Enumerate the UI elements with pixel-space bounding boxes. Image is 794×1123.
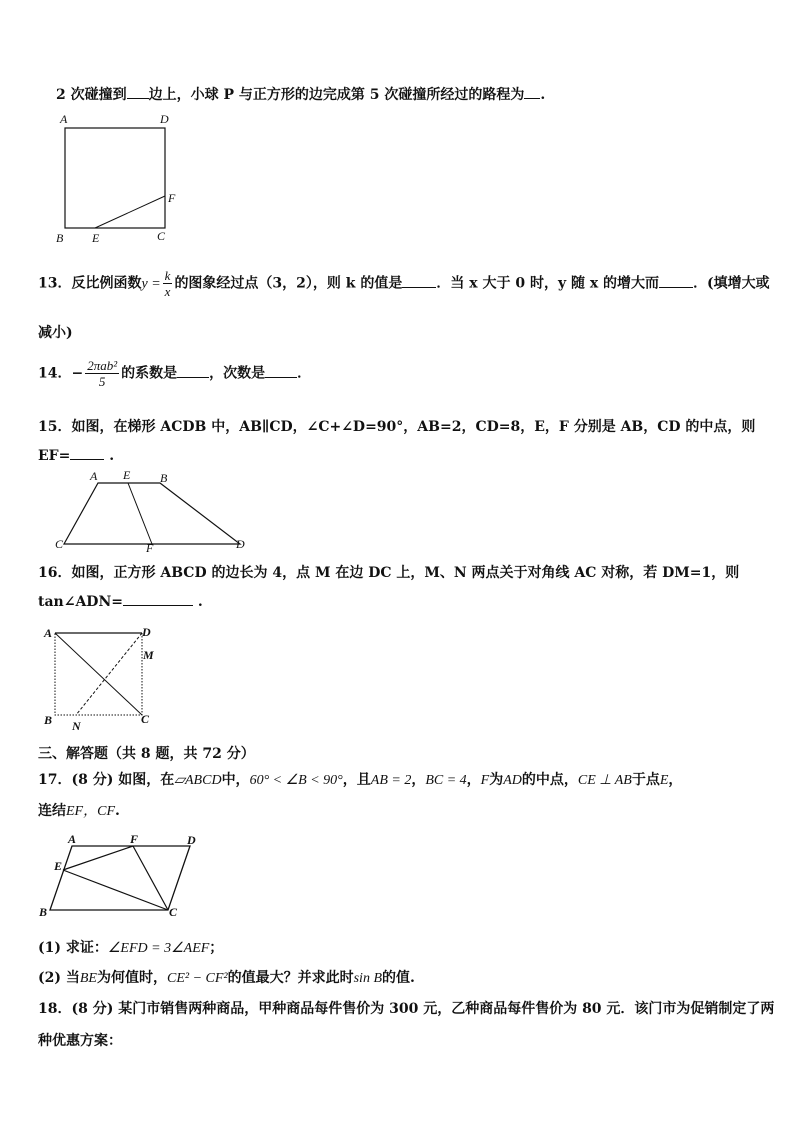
- q17-text-c: ，且: [342, 772, 371, 788]
- q14-blank-1: [177, 365, 209, 378]
- q16-text: [38, 562, 739, 582]
- q17-text-j: .: [115, 803, 120, 819]
- q18-text-b: 种优惠方案：: [38, 1033, 122, 1049]
- label-b: B: [56, 231, 64, 245]
- label-b: B: [44, 713, 53, 727]
- label-n: N: [72, 719, 81, 733]
- label-a: A: [60, 112, 68, 126]
- label-d: D: [160, 112, 169, 126]
- q12-blank-2: [524, 86, 540, 99]
- label-e: E: [54, 859, 63, 873]
- label-b: B: [39, 905, 48, 919]
- q17-part2-c: 的值最大？并求此时: [227, 970, 354, 986]
- q13-text-a: 反比例函数: [71, 275, 142, 292]
- q13-number: 13．: [38, 275, 72, 292]
- q14-number: 14．: [38, 365, 72, 382]
- label-d: D: [187, 833, 196, 847]
- label-c: C: [169, 905, 178, 919]
- q12-text: [56, 84, 545, 104]
- square-abcd: [65, 128, 165, 228]
- q17-f: F: [480, 773, 490, 788]
- q17-part2-sin: sin B: [353, 971, 382, 986]
- segment-dn: [76, 633, 142, 715]
- label-c: C: [141, 712, 150, 726]
- label-e: E: [123, 468, 131, 482]
- parallelogram-abcd: [50, 846, 190, 910]
- q17-part1-b: ∠EFD = 3∠AEF: [107, 941, 210, 956]
- q13-text-cont: [38, 322, 73, 342]
- q17-part2-be: BE: [79, 971, 97, 986]
- q15-text-cont: [38, 447, 114, 464]
- q14-text: [38, 358, 311, 389]
- q16-text-c: .: [197, 594, 203, 610]
- q17-text-d: ，: [466, 772, 481, 788]
- label-f: F: [130, 832, 139, 846]
- q17-parallelogram: ▱ABCD: [174, 773, 222, 788]
- q16-text-cont: [38, 593, 203, 610]
- q17-part2-expr: CE² − CF²: [166, 971, 228, 986]
- diagonal-ac: [55, 633, 142, 715]
- segment-ec: [63, 870, 168, 910]
- q12-text-c: .: [540, 87, 546, 103]
- label-c: C: [157, 229, 166, 243]
- label-b: B: [160, 471, 168, 485]
- q12-blank-1: [127, 86, 149, 99]
- label-a: A: [90, 469, 98, 483]
- q17-condition: 60° < ∠B < 90°: [249, 773, 343, 788]
- q13-fraction: [163, 268, 173, 299]
- segment-fc: [133, 846, 168, 910]
- q17-text-b: 中，: [221, 772, 250, 788]
- q13-text: [38, 268, 770, 299]
- q17-e: E: [659, 773, 669, 788]
- label-m: M: [143, 648, 154, 662]
- q17-part1-a: (1) 求证：: [38, 940, 108, 956]
- q13-frac-den: x: [164, 284, 171, 299]
- q14-text-a: 的系数是: [121, 365, 178, 382]
- q18-text-cont: [38, 1030, 122, 1050]
- q16-text-b: tan∠ADN=: [38, 594, 123, 610]
- label-d: D: [236, 537, 245, 551]
- label-a: A: [68, 832, 77, 846]
- label-d: D: [142, 625, 151, 639]
- section3-title-text: 三、解答题（共 8 题，共 72 分）: [38, 746, 255, 762]
- q12-text-b: 边上，小球 P 与正方形的边完成第 5 次碰撞所经过的路程为: [148, 87, 525, 103]
- q13-text-d: ．(填增大或: [693, 275, 770, 292]
- q12-text-a: 2 次碰撞到: [56, 87, 127, 103]
- q17-ad: AD: [503, 773, 522, 788]
- q15-text-a: 15．如图，在梯形 ACDB 中，AB∥CD，∠C+∠D=90°，AB=2，CD=8，E，F 分别是 AB，CD 的中点，则: [38, 419, 756, 435]
- q17-text-g: 于点: [631, 772, 660, 788]
- q17-text-a: 17．(8 分) 如图，在: [38, 772, 175, 788]
- q18-text: [38, 998, 774, 1018]
- segment-ef: [63, 846, 133, 870]
- q16-text-a: 16．如图，正方形 ABCD 的边长为 4，点 M 在边 DC 上，M、N 两点关于对角线 AC 对称，若 DM=1，则: [38, 565, 740, 581]
- q17-bc: BC = 4: [425, 773, 467, 788]
- q17-part1-c: ；: [209, 940, 224, 956]
- q15-text-c: .: [109, 448, 115, 464]
- q14-text-b: ，次数是: [209, 365, 266, 382]
- q17-part2-b: 为何值时，: [96, 970, 167, 986]
- label-f: F: [168, 191, 176, 205]
- q17-perp: CE ⊥ AB: [577, 773, 632, 788]
- q16-blank: [123, 593, 193, 606]
- q16-square-figure: [40, 624, 170, 734]
- q17-text-e: 为: [489, 772, 504, 788]
- q18-text-a: 18．(8 分) 某门市销售两种商品，甲种商品每件售价为 300 元，乙种商品每件售价为 80 元．该门市为促销制定了两: [38, 1001, 775, 1017]
- q12-square-figure: [50, 108, 190, 248]
- q17-text-cont: [38, 800, 120, 820]
- q13-y-eq: y =: [141, 276, 161, 292]
- q14-fraction: [85, 358, 119, 389]
- q14-minus: −: [71, 365, 84, 382]
- q17-part2-a: (2) 当: [38, 970, 80, 986]
- q17-ab: AB = 2: [370, 773, 412, 788]
- q17-text: [38, 769, 682, 789]
- segment-ef: [95, 196, 165, 228]
- label-f: F: [146, 541, 154, 555]
- q13-text-c: ．当 x 大于 0 时，y 随 x 的增大而: [436, 275, 660, 292]
- q17-part2: [38, 967, 415, 987]
- q14-blank-2: [265, 365, 297, 378]
- q15-trapezoid-figure: [50, 468, 250, 554]
- label-e: E: [92, 231, 100, 245]
- segment-ef: [128, 483, 152, 544]
- label-a: A: [44, 626, 53, 640]
- q17-part2-d: 的值.: [382, 970, 415, 986]
- q13-text-e: 减小): [38, 325, 73, 341]
- q13-blank-2: [659, 275, 693, 288]
- q17-ef-cf: EF，CF: [66, 804, 115, 819]
- trapezoid-acdb: [64, 483, 240, 544]
- q15-text-b: EF=: [38, 448, 71, 464]
- q13-frac-num: k: [164, 268, 171, 283]
- section3-title: [38, 743, 255, 763]
- q17-comma: ，: [411, 772, 426, 788]
- q17-part1: [38, 937, 223, 957]
- q14-frac-den: 5: [98, 374, 106, 389]
- q13-text-b: 的图象经过点（3，2），则 k 的值是: [174, 275, 403, 292]
- label-c: C: [55, 537, 64, 551]
- q15-blank: [70, 447, 104, 460]
- q13-blank-1: [402, 275, 436, 288]
- q17-text-f: 的中点，: [521, 772, 578, 788]
- q17-text-i: 连结: [38, 803, 66, 819]
- q14-frac-num: 2πab²: [87, 358, 118, 373]
- q17-parallelogram-figure: [36, 832, 206, 920]
- q14-text-c: ．: [297, 365, 312, 382]
- q17-text-h: ，: [668, 772, 683, 788]
- q15-text: [38, 416, 755, 436]
